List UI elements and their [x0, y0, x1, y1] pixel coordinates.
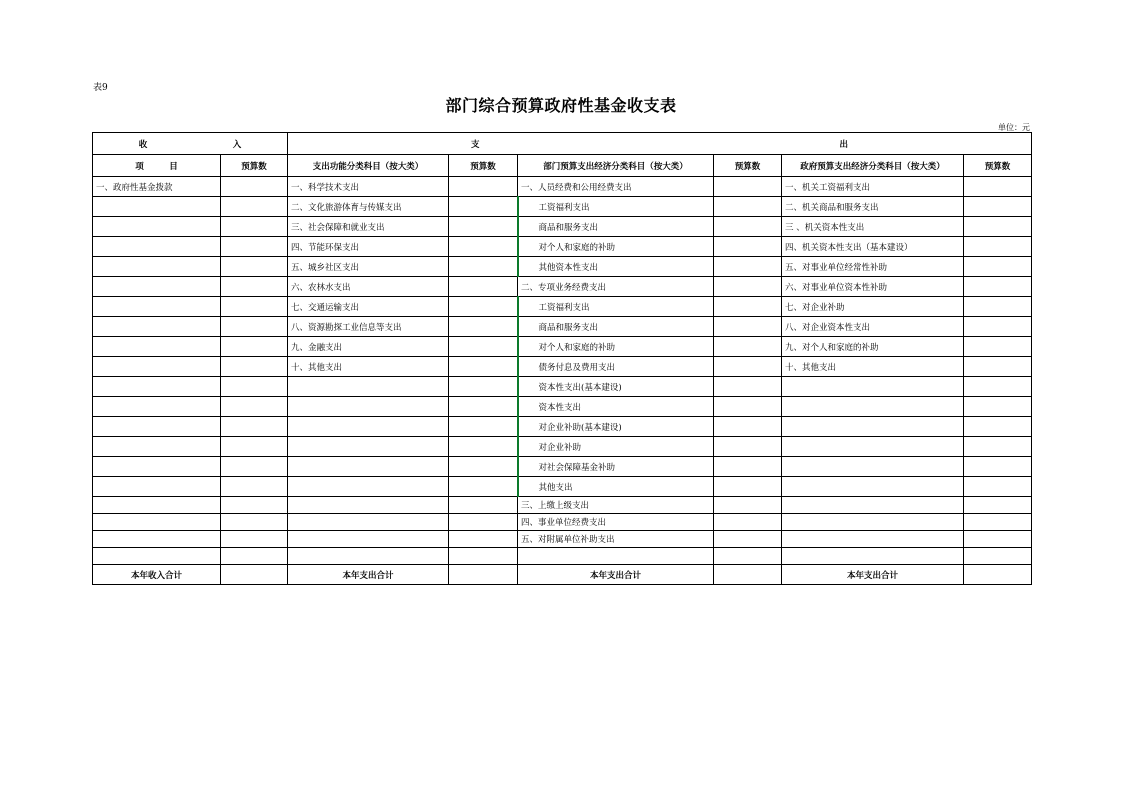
func-item-cell	[288, 437, 449, 457]
table-row	[93, 437, 1032, 457]
budget-cell	[221, 531, 288, 548]
gov-item-cell: 四、机关资本性支出（基本建设）	[782, 237, 964, 257]
budget-cell	[964, 397, 1032, 417]
gov-item-cell	[782, 477, 964, 497]
budget-cell	[449, 317, 518, 337]
total-gov-label: 本年支出合计	[782, 565, 964, 585]
table-row	[93, 377, 1032, 397]
budget-cell	[714, 257, 782, 277]
budget-cell	[964, 531, 1032, 548]
table-row	[93, 177, 1032, 197]
budget-cell	[964, 237, 1032, 257]
func-item-cell	[288, 514, 449, 531]
table-row	[93, 317, 1032, 337]
income-item-cell: 一、政府性基金拨款	[93, 177, 221, 197]
col-header-budget: 预算数	[964, 155, 1032, 177]
dept-item-cell: 对社会保障基金补助	[518, 457, 714, 477]
func-item-cell	[288, 531, 449, 548]
budget-cell	[964, 565, 1032, 585]
budget-cell	[221, 377, 288, 397]
func-item-cell: 二、文化旅游体育与传媒支出	[288, 197, 449, 217]
income-item-cell	[93, 197, 221, 217]
budget-cell	[714, 277, 782, 297]
table-number: 表9	[93, 83, 108, 93]
budget-cell	[714, 237, 782, 257]
budget-cell	[221, 497, 288, 514]
col-header-gov-econ: 政府预算支出经济分类科目（按大类）	[782, 155, 964, 177]
table-row	[93, 477, 1032, 497]
budget-cell	[221, 237, 288, 257]
budget-cell	[964, 217, 1032, 237]
func-item-cell: 九、金融支出	[288, 337, 449, 357]
income-item-cell	[93, 397, 221, 417]
income-item-cell	[93, 317, 221, 337]
dept-item-cell: 对个人和家庭的补助	[518, 237, 714, 257]
dept-item-cell: 商品和服务支出	[518, 217, 714, 237]
budget-cell	[714, 297, 782, 317]
budget-cell	[714, 317, 782, 337]
func-item-cell: 十、其他支出	[288, 357, 449, 377]
table-row	[93, 497, 1032, 514]
table-row	[93, 548, 1032, 565]
income-item-cell	[93, 377, 221, 397]
budget-cell	[714, 514, 782, 531]
budget-cell	[964, 497, 1032, 514]
budget-cell	[714, 197, 782, 217]
budget-cell	[714, 531, 782, 548]
budget-cell	[964, 277, 1032, 297]
dept-item-cell: 一、人员经费和公用经费支出	[518, 177, 714, 197]
dept-item-cell: 其他支出	[518, 477, 714, 497]
budget-cell	[714, 217, 782, 237]
gov-item-cell	[782, 437, 964, 457]
dept-item-cell: 工资福利支出	[518, 297, 714, 317]
dept-item-cell: 工资福利支出	[518, 197, 714, 217]
income-item-cell	[93, 477, 221, 497]
dept-item-cell: 三、上缴上级支出	[518, 497, 714, 514]
dept-item-cell: 五、对附属单位补助支出	[518, 531, 714, 548]
income-item-cell	[93, 514, 221, 531]
func-item-cell	[288, 417, 449, 437]
budget-cell	[964, 317, 1032, 337]
budget-cell	[221, 317, 288, 337]
gov-item-cell: 九、对个人和家庭的补助	[782, 337, 964, 357]
gov-item-cell: 六、对事业单位资本性补助	[782, 277, 964, 297]
func-item-cell	[288, 548, 449, 565]
budget-cell	[449, 497, 518, 514]
func-item-cell	[288, 477, 449, 497]
income-item-cell	[93, 497, 221, 514]
budget-cell	[714, 565, 782, 585]
table-row	[93, 357, 1032, 377]
func-item-cell	[288, 377, 449, 397]
budget-cell	[221, 397, 288, 417]
gov-item-cell: 五、对事业单位经常性补助	[782, 257, 964, 277]
income-item-cell	[93, 297, 221, 317]
table-row	[93, 337, 1032, 357]
budget-cell	[449, 237, 518, 257]
budget-cell	[449, 337, 518, 357]
table-row	[93, 197, 1032, 217]
gov-item-cell	[782, 548, 964, 565]
budget-cell	[449, 417, 518, 437]
col-header-budget: 预算数	[221, 155, 288, 177]
budget-cell	[714, 417, 782, 437]
income-item-cell	[93, 277, 221, 297]
col-header-item: 项 目	[93, 155, 221, 177]
func-item-cell: 八、资源勘探工业信息等支出	[288, 317, 449, 337]
gov-item-cell: 二、机关商品和服务支出	[782, 197, 964, 217]
total-dept-label: 本年支出合计	[518, 565, 714, 585]
dept-item-cell: 商品和服务支出	[518, 317, 714, 337]
total-func-label: 本年支出合计	[288, 565, 449, 585]
dept-item-cell: 债务付息及费用支出	[518, 357, 714, 377]
gov-item-cell: 一、机关工资福利支出	[782, 177, 964, 197]
func-item-cell	[288, 397, 449, 417]
budget-cell	[964, 297, 1032, 317]
table-row	[93, 514, 1032, 531]
budget-cell	[964, 177, 1032, 197]
table-row	[93, 277, 1032, 297]
func-item-cell	[288, 497, 449, 514]
budget-cell	[714, 437, 782, 457]
budget-cell	[221, 277, 288, 297]
income-item-cell	[93, 217, 221, 237]
col-header-func-class: 支出功能分类科目（按大类）	[288, 155, 449, 177]
budget-cell	[449, 457, 518, 477]
budget-cell	[449, 437, 518, 457]
gov-item-cell	[782, 397, 964, 417]
dept-item-cell: 对企业补助(基本建设)	[518, 417, 714, 437]
budget-cell	[449, 297, 518, 317]
income-item-cell	[93, 548, 221, 565]
col-header-budget: 预算数	[714, 155, 782, 177]
budget-cell	[221, 357, 288, 377]
budget-cell	[964, 457, 1032, 477]
table-row	[93, 237, 1032, 257]
table-row	[93, 217, 1032, 237]
budget-cell	[221, 337, 288, 357]
budget-cell	[449, 357, 518, 377]
func-item-cell: 四、节能环保支出	[288, 237, 449, 257]
budget-cell	[714, 337, 782, 357]
budget-cell	[221, 417, 288, 437]
budget-cell	[714, 497, 782, 514]
budget-cell	[449, 197, 518, 217]
budget-cell	[449, 514, 518, 531]
budget-cell	[714, 457, 782, 477]
table-row	[93, 297, 1032, 317]
gov-item-cell: 十、其他支出	[782, 357, 964, 377]
func-item-cell: 六、农林水支出	[288, 277, 449, 297]
budget-cell	[964, 548, 1032, 565]
income-header: 收 入	[93, 133, 288, 155]
budget-cell	[221, 565, 288, 585]
budget-cell	[714, 177, 782, 197]
income-item-cell	[93, 337, 221, 357]
budget-cell	[964, 477, 1032, 497]
page-title: 部门综合预算政府性基金收支表	[445, 96, 677, 115]
table-row	[93, 531, 1032, 548]
budget-cell	[964, 417, 1032, 437]
budget-cell	[221, 297, 288, 317]
budget-cell	[221, 197, 288, 217]
totals-row	[93, 565, 1032, 585]
budget-cell	[221, 257, 288, 277]
budget-cell	[964, 377, 1032, 397]
dept-item-cell: 对个人和家庭的补助	[518, 337, 714, 357]
dept-item-cell	[518, 548, 714, 565]
budget-cell	[714, 397, 782, 417]
budget-cell	[449, 277, 518, 297]
expense-header: 支 出	[288, 133, 1032, 155]
col-header-dept-econ: 部门预算支出经济分类科目（按大类）	[518, 155, 714, 177]
budget-cell	[449, 531, 518, 548]
budget-cell	[221, 437, 288, 457]
table-row	[93, 397, 1032, 417]
budget-cell	[714, 477, 782, 497]
income-item-cell	[93, 457, 221, 477]
gov-item-cell	[782, 497, 964, 514]
budget-cell	[221, 548, 288, 565]
budget-cell	[221, 514, 288, 531]
budget-cell	[964, 337, 1032, 357]
budget-cell	[449, 257, 518, 277]
dept-item-cell: 二、专项业务经费支出	[518, 277, 714, 297]
func-item-cell: 一、科学技术支出	[288, 177, 449, 197]
budget-cell	[714, 357, 782, 377]
func-item-cell: 三、社会保障和就业支出	[288, 217, 449, 237]
budget-cell	[221, 457, 288, 477]
gov-item-cell	[782, 514, 964, 531]
budget-cell	[964, 437, 1032, 457]
gov-item-cell: 七、对企业补助	[782, 297, 964, 317]
func-item-cell	[288, 457, 449, 477]
income-item-cell	[93, 257, 221, 277]
table-row	[93, 257, 1032, 277]
budget-cell	[221, 217, 288, 237]
dept-item-cell: 其他资本性支出	[518, 257, 714, 277]
income-item-cell	[93, 417, 221, 437]
budget-cell	[714, 377, 782, 397]
budget-cell	[964, 257, 1032, 277]
unit-label: 单位：元	[998, 123, 1030, 132]
income-item-cell	[93, 357, 221, 377]
dept-item-cell: 资本性支出(基本建设)	[518, 377, 714, 397]
budget-cell	[964, 357, 1032, 377]
budget-cell	[449, 565, 518, 585]
gov-item-cell	[782, 377, 964, 397]
func-item-cell: 七、交通运输支出	[288, 297, 449, 317]
gov-item-cell: 八、对企业资本性支出	[782, 317, 964, 337]
budget-cell	[449, 177, 518, 197]
func-item-cell: 五、城乡社区支出	[288, 257, 449, 277]
total-income-label: 本年收入合计	[93, 565, 221, 585]
gov-item-cell: 三 、机关资本性支出	[782, 217, 964, 237]
income-item-cell	[93, 237, 221, 257]
budget-cell	[449, 377, 518, 397]
budget-cell	[964, 197, 1032, 217]
gov-item-cell	[782, 531, 964, 548]
budget-cell	[449, 217, 518, 237]
gov-item-cell	[782, 457, 964, 477]
gov-item-cell	[782, 417, 964, 437]
dept-item-cell: 四、事业单位经费支出	[518, 514, 714, 531]
budget-cell	[221, 477, 288, 497]
budget-cell	[449, 548, 518, 565]
budget-cell	[964, 514, 1032, 531]
income-item-cell	[93, 531, 221, 548]
budget-cell	[449, 397, 518, 417]
budget-cell	[449, 477, 518, 497]
col-header-budget: 预算数	[449, 155, 518, 177]
budget-cell	[221, 177, 288, 197]
table-row	[93, 457, 1032, 477]
dept-item-cell: 对企业补助	[518, 437, 714, 457]
dept-item-cell: 资本性支出	[518, 397, 714, 417]
table-row	[93, 417, 1032, 437]
income-item-cell	[93, 437, 221, 457]
budget-cell	[714, 548, 782, 565]
budget-table	[92, 132, 1032, 585]
